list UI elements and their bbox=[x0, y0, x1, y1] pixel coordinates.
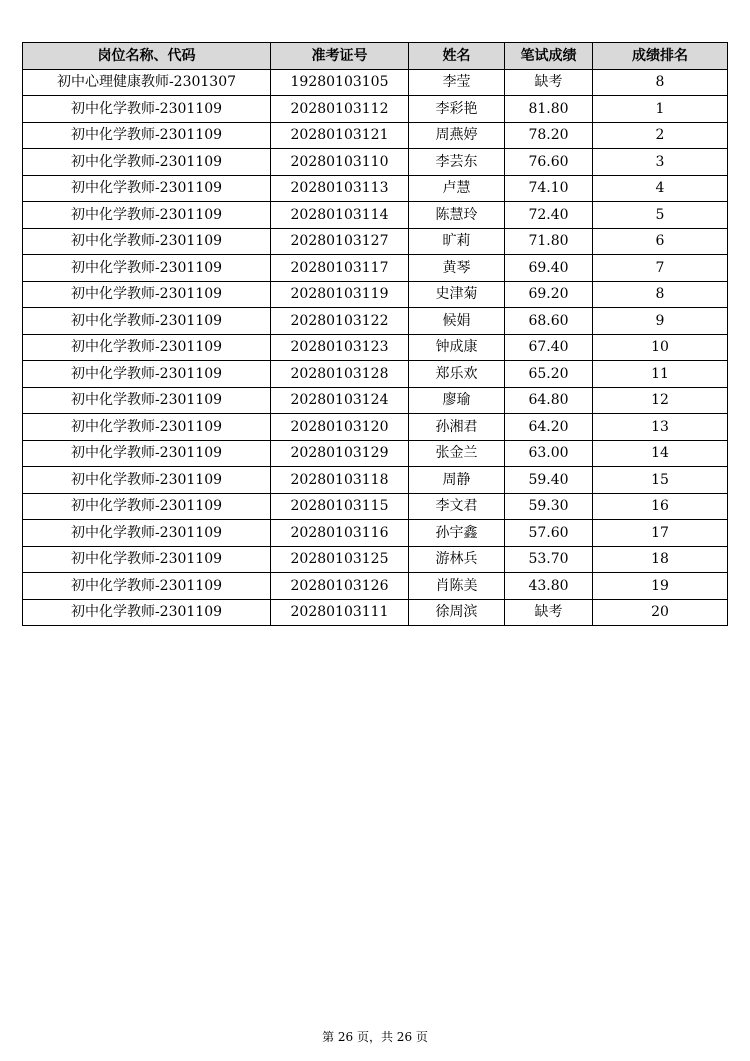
cell-position: 初中化学教师-2301109 bbox=[23, 96, 271, 123]
cell-name: 张金兰 bbox=[409, 440, 505, 467]
cell-ticket-number: 20280103110 bbox=[271, 149, 409, 176]
cell-rank: 15 bbox=[593, 467, 728, 494]
table-row bbox=[23, 334, 728, 361]
cell-ticket-number: 20280103114 bbox=[271, 202, 409, 229]
cell-ticket-number: 20280103128 bbox=[271, 361, 409, 388]
cell-rank: 19 bbox=[593, 573, 728, 600]
cell-rank: 10 bbox=[593, 334, 728, 361]
cell-ticket-number: 20280103112 bbox=[271, 96, 409, 123]
cell-written-score: 缺考 bbox=[505, 69, 593, 96]
cell-ticket-number: 20280103119 bbox=[271, 281, 409, 308]
table-row bbox=[23, 546, 728, 573]
cell-written-score: 68.60 bbox=[505, 308, 593, 335]
cell-position: 初中化学教师-2301109 bbox=[23, 467, 271, 494]
cell-rank: 16 bbox=[593, 493, 728, 520]
table-row bbox=[23, 414, 728, 441]
cell-written-score: 64.20 bbox=[505, 414, 593, 441]
score-table bbox=[22, 42, 728, 626]
table-row bbox=[23, 149, 728, 176]
cell-position: 初中化学教师-2301109 bbox=[23, 228, 271, 255]
cell-name: 郑乐欢 bbox=[409, 361, 505, 388]
cell-ticket-number: 20280103120 bbox=[271, 414, 409, 441]
table-row bbox=[23, 228, 728, 255]
cell-ticket-number: 19280103105 bbox=[271, 69, 409, 96]
cell-rank: 1 bbox=[593, 96, 728, 123]
table-row bbox=[23, 175, 728, 202]
cell-position: 初中化学教师-2301109 bbox=[23, 493, 271, 520]
cell-rank: 8 bbox=[593, 281, 728, 308]
cell-ticket-number: 20280103127 bbox=[271, 228, 409, 255]
cell-written-score: 65.20 bbox=[505, 361, 593, 388]
header-rank: 成绩排名 bbox=[593, 43, 728, 70]
cell-position: 初中化学教师-2301109 bbox=[23, 361, 271, 388]
table-row bbox=[23, 440, 728, 467]
cell-written-score: 81.80 bbox=[505, 96, 593, 123]
table-body bbox=[23, 69, 728, 626]
cell-written-score: 71.80 bbox=[505, 228, 593, 255]
cell-ticket-number: 20280103111 bbox=[271, 599, 409, 626]
cell-rank: 5 bbox=[593, 202, 728, 229]
cell-position: 初中化学教师-2301109 bbox=[23, 308, 271, 335]
table-row bbox=[23, 202, 728, 229]
cell-ticket-number: 20280103126 bbox=[271, 573, 409, 600]
cell-position: 初中化学教师-2301109 bbox=[23, 546, 271, 573]
cell-written-score: 59.30 bbox=[505, 493, 593, 520]
table-row bbox=[23, 69, 728, 96]
cell-position: 初中化学教师-2301109 bbox=[23, 387, 271, 414]
cell-name: 旷莉 bbox=[409, 228, 505, 255]
table-row bbox=[23, 281, 728, 308]
cell-name: 卢慧 bbox=[409, 175, 505, 202]
cell-ticket-number: 20280103123 bbox=[271, 334, 409, 361]
cell-ticket-number: 20280103116 bbox=[271, 520, 409, 547]
cell-name: 肖陈美 bbox=[409, 573, 505, 600]
header-written-score: 笔试成绩 bbox=[505, 43, 593, 70]
cell-name: 钟成康 bbox=[409, 334, 505, 361]
cell-position: 初中心理健康教师-2301307 bbox=[23, 69, 271, 96]
cell-written-score: 72.40 bbox=[505, 202, 593, 229]
cell-written-score: 67.40 bbox=[505, 334, 593, 361]
table-header-row bbox=[23, 43, 728, 70]
cell-rank: 14 bbox=[593, 440, 728, 467]
table-row bbox=[23, 493, 728, 520]
cell-rank: 12 bbox=[593, 387, 728, 414]
cell-name: 候娟 bbox=[409, 308, 505, 335]
cell-rank: 4 bbox=[593, 175, 728, 202]
cell-written-score: 43.80 bbox=[505, 573, 593, 600]
cell-name: 史津菊 bbox=[409, 281, 505, 308]
cell-name: 李文君 bbox=[409, 493, 505, 520]
cell-name: 孙宇鑫 bbox=[409, 520, 505, 547]
cell-name: 李莹 bbox=[409, 69, 505, 96]
table-row bbox=[23, 520, 728, 547]
table-row bbox=[23, 96, 728, 123]
cell-written-score: 64.80 bbox=[505, 387, 593, 414]
cell-rank: 11 bbox=[593, 361, 728, 388]
cell-position: 初中化学教师-2301109 bbox=[23, 573, 271, 600]
cell-position: 初中化学教师-2301109 bbox=[23, 440, 271, 467]
cell-position: 初中化学教师-2301109 bbox=[23, 122, 271, 149]
header-name: 姓名 bbox=[409, 43, 505, 70]
table-row bbox=[23, 361, 728, 388]
cell-name: 徐周滨 bbox=[409, 599, 505, 626]
table-row bbox=[23, 387, 728, 414]
cell-written-score: 69.20 bbox=[505, 281, 593, 308]
cell-name: 周静 bbox=[409, 467, 505, 494]
cell-position: 初中化学教师-2301109 bbox=[23, 334, 271, 361]
cell-ticket-number: 20280103117 bbox=[271, 255, 409, 282]
cell-rank: 9 bbox=[593, 308, 728, 335]
cell-name: 周燕婷 bbox=[409, 122, 505, 149]
table-row bbox=[23, 599, 728, 626]
cell-rank: 13 bbox=[593, 414, 728, 441]
table-row bbox=[23, 573, 728, 600]
cell-name: 陈慧玲 bbox=[409, 202, 505, 229]
cell-written-score: 59.40 bbox=[505, 467, 593, 494]
cell-ticket-number: 20280103121 bbox=[271, 122, 409, 149]
cell-written-score: 57.60 bbox=[505, 520, 593, 547]
cell-position: 初中化学教师-2301109 bbox=[23, 281, 271, 308]
cell-written-score: 53.70 bbox=[505, 546, 593, 573]
cell-rank: 6 bbox=[593, 228, 728, 255]
cell-rank: 18 bbox=[593, 546, 728, 573]
cell-rank: 3 bbox=[593, 149, 728, 176]
cell-written-score: 63.00 bbox=[505, 440, 593, 467]
cell-rank: 8 bbox=[593, 69, 728, 96]
cell-written-score: 78.20 bbox=[505, 122, 593, 149]
cell-ticket-number: 20280103125 bbox=[271, 546, 409, 573]
cell-position: 初中化学教师-2301109 bbox=[23, 520, 271, 547]
cell-ticket-number: 20280103124 bbox=[271, 387, 409, 414]
cell-name: 李彩艳 bbox=[409, 96, 505, 123]
header-position: 岗位名称、代码 bbox=[23, 43, 271, 70]
table-row bbox=[23, 255, 728, 282]
cell-position: 初中化学教师-2301109 bbox=[23, 255, 271, 282]
cell-ticket-number: 20280103113 bbox=[271, 175, 409, 202]
table-row bbox=[23, 122, 728, 149]
cell-position: 初中化学教师-2301109 bbox=[23, 149, 271, 176]
cell-written-score: 缺考 bbox=[505, 599, 593, 626]
cell-name: 黄琴 bbox=[409, 255, 505, 282]
cell-ticket-number: 20280103122 bbox=[271, 308, 409, 335]
table-row bbox=[23, 308, 728, 335]
cell-rank: 20 bbox=[593, 599, 728, 626]
cell-position: 初中化学教师-2301109 bbox=[23, 175, 271, 202]
cell-name: 廖瑜 bbox=[409, 387, 505, 414]
table-row bbox=[23, 467, 728, 494]
header-ticket-number: 准考证号 bbox=[271, 43, 409, 70]
results-sheet bbox=[22, 42, 727, 626]
cell-rank: 2 bbox=[593, 122, 728, 149]
cell-written-score: 69.40 bbox=[505, 255, 593, 282]
cell-written-score: 76.60 bbox=[505, 149, 593, 176]
cell-written-score: 74.10 bbox=[505, 175, 593, 202]
cell-position: 初中化学教师-2301109 bbox=[23, 202, 271, 229]
page-footer: 第 26 页，共 26 页 bbox=[322, 1030, 428, 1044]
cell-ticket-number: 20280103118 bbox=[271, 467, 409, 494]
cell-position: 初中化学教师-2301109 bbox=[23, 599, 271, 626]
cell-rank: 17 bbox=[593, 520, 728, 547]
cell-ticket-number: 20280103115 bbox=[271, 493, 409, 520]
cell-name: 孙湘君 bbox=[409, 414, 505, 441]
cell-rank: 7 bbox=[593, 255, 728, 282]
cell-name: 李芸东 bbox=[409, 149, 505, 176]
cell-name: 游林兵 bbox=[409, 546, 505, 573]
cell-position: 初中化学教师-2301109 bbox=[23, 414, 271, 441]
cell-ticket-number: 20280103129 bbox=[271, 440, 409, 467]
